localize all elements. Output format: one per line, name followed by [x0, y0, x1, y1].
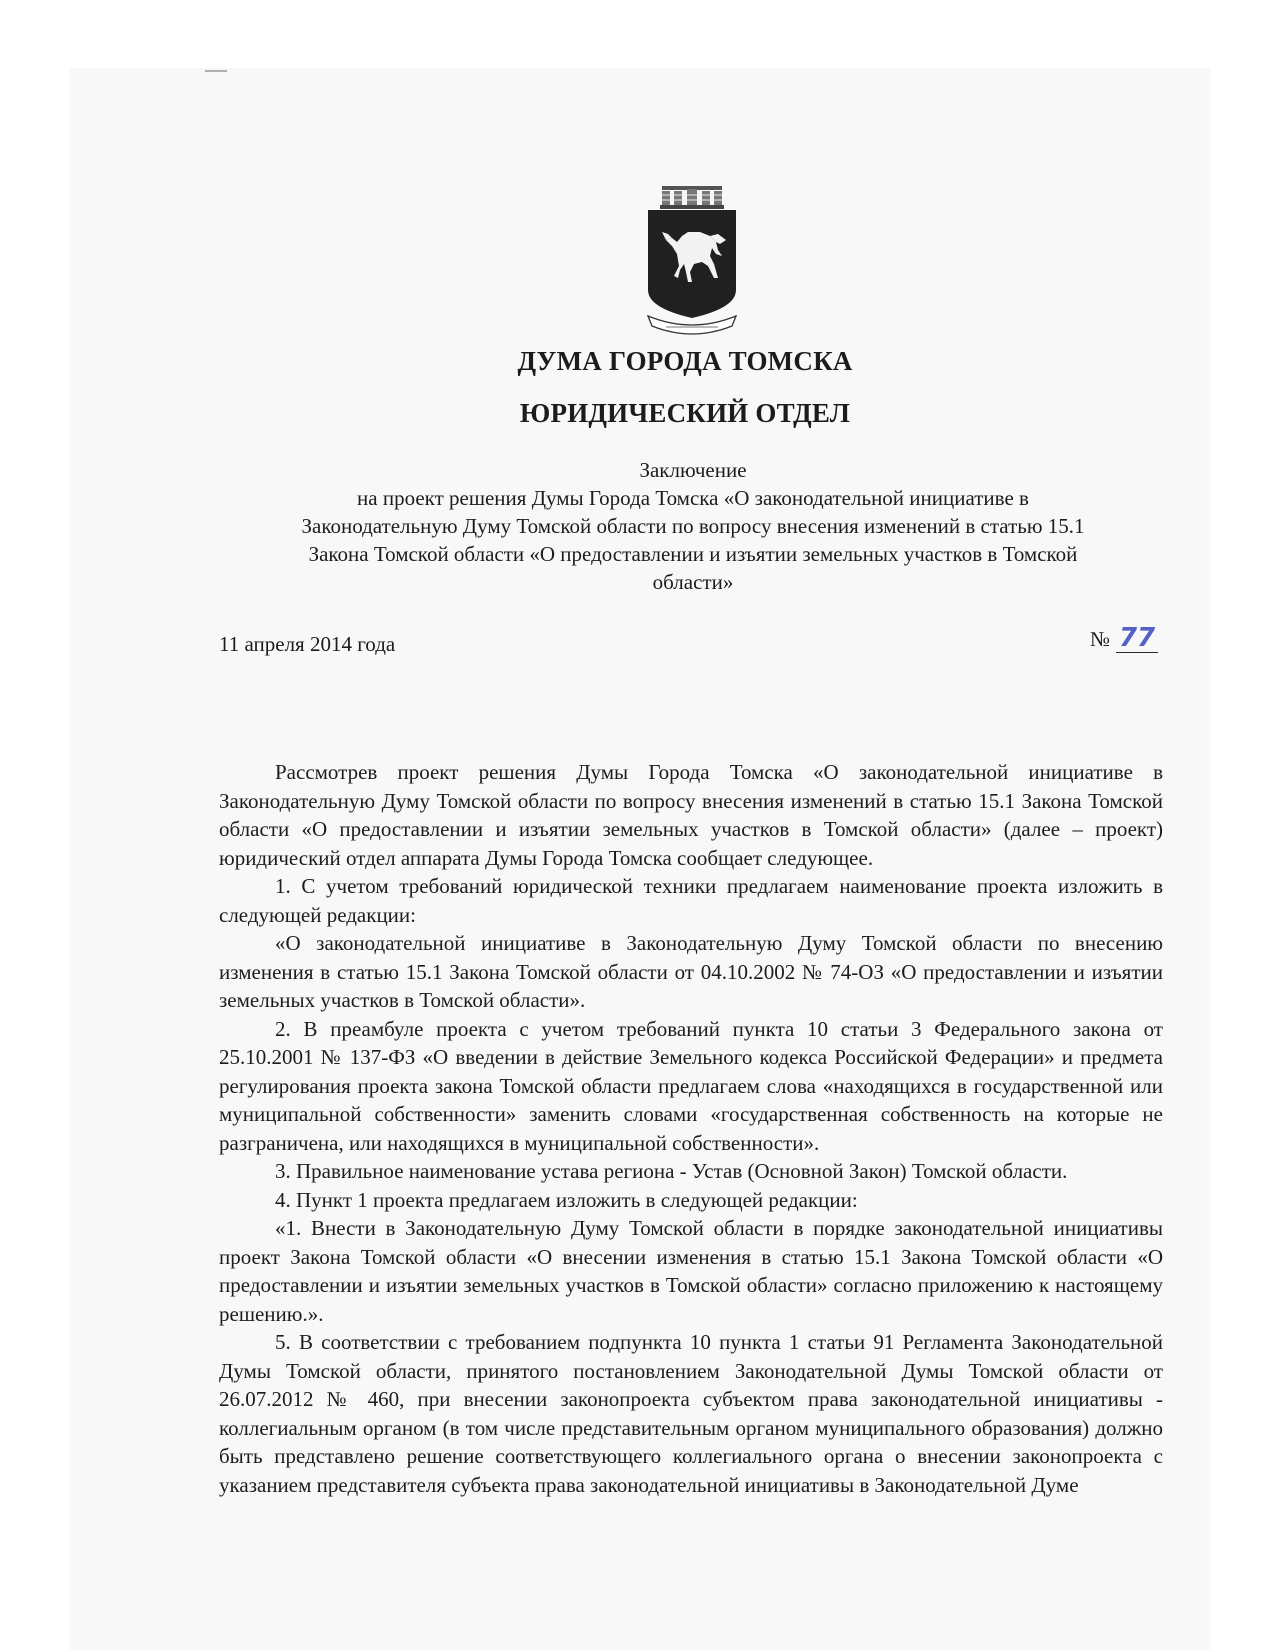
number-sign: № — [1090, 627, 1111, 651]
department-name: ЮРИДИЧЕСКИЙ ОТДЕЛ — [519, 398, 851, 428]
document-title-block — [220, 456, 1166, 596]
body-paragraph: «1. Внести в Законодательную Думу Томской области в порядке законодательной инициативы проект Закона Томской области «О внесении изменения в статью 15.1 Закона Томской области «О предоставлении и изъятии земельных участков в Томской области» согласно приложению к настоящему решению.». — [219, 1216, 1163, 1326]
body-paragraph: 5. В соответствии с требованием подпункта 10 пункта 1 статьи 91 Регламента Законодательной Думы Томской области, принятого постановлением Законодательной Думы Томской области от 26.07.2012 № 460, при внесении законопроекта субъектом права законодательной инициативы - коллегиальным органом (в том числе представительным органом муниципального образования) должно быть представлено решение соответствующего коллегиального органа о внесении законопроекта с указанием представителя субъекта права законодательной инициативы в Законодательной Думе — [219, 1330, 1163, 1497]
organization-name: ДУМА ГОРОДА ТОМСКА — [517, 346, 853, 376]
handwritten-number: 77 — [1116, 624, 1158, 653]
document-type: Заключение — [639, 458, 747, 482]
body-paragraph: 1. С учетом требований юридической техники предлагаем наименование проекта изложить в следующей редакции: — [219, 874, 1163, 927]
body-paragraph: 2. В преамбуле проекта с учетом требований пункта 10 статьи 3 Федерального закона от 25.10.2001 № 137-ФЗ «О введении в действие Земельного кодекса Российской Федерации» и предмета регулирования проекта закона Томской области предлагаем слова «находящихся в государственной или муниципальной собственности» заменить словами «государственная собственность на которые не разграничена, или находящихся в муниципальной собственности». — [219, 1016, 1163, 1155]
body-paragraph: Рассмотрев проект решения Думы Города Томска «О законодательной инициативе в Законодательную Думу Томской области по вопросу внесения изменений в статью 15.1 Закона Томской области «О предоставлении и изъятии земельных участков в Томской области» (далее – проект) юридический отдел аппарата Думы Города Томска сообщает следующее. — [219, 760, 1163, 870]
document-subject-line: на проект решения Думы Города Томска «О законодательной инициативе в — [357, 486, 1029, 510]
body-paragraph: 3. Правильное наименование устава региона - Устав (Основной Закон) Томской области. — [275, 1159, 1068, 1183]
document-date: 11 апреля 2014 года — [219, 632, 396, 656]
document-body — [219, 758, 1163, 1499]
body-paragraph: 4. Пункт 1 проекта предлагаем изложить в следующей редакции: — [275, 1187, 858, 1212]
tomsk-coat-of-arms-icon — [644, 184, 740, 344]
scan-artifact — [205, 70, 227, 72]
document-subject-line: Законодательную Думу Томской области по вопросу внесения изменений в статью 15.1 — [301, 514, 1085, 538]
body-paragraph: «О законодательной инициативе в Законодательную Думу Томской области по внесению изменения в статью 15.1 Закона Томской области от 04.10.2002 № 74-ОЗ «О предоставлении и изъятии земельных участков в Томской области». — [219, 931, 1163, 1012]
document-number — [1090, 624, 1158, 653]
document-subject-line: области» — [652, 570, 734, 594]
document-subject-line: Закона Томской области «О предоставлении и изъятии земельных участков в Томской — [308, 542, 1078, 566]
